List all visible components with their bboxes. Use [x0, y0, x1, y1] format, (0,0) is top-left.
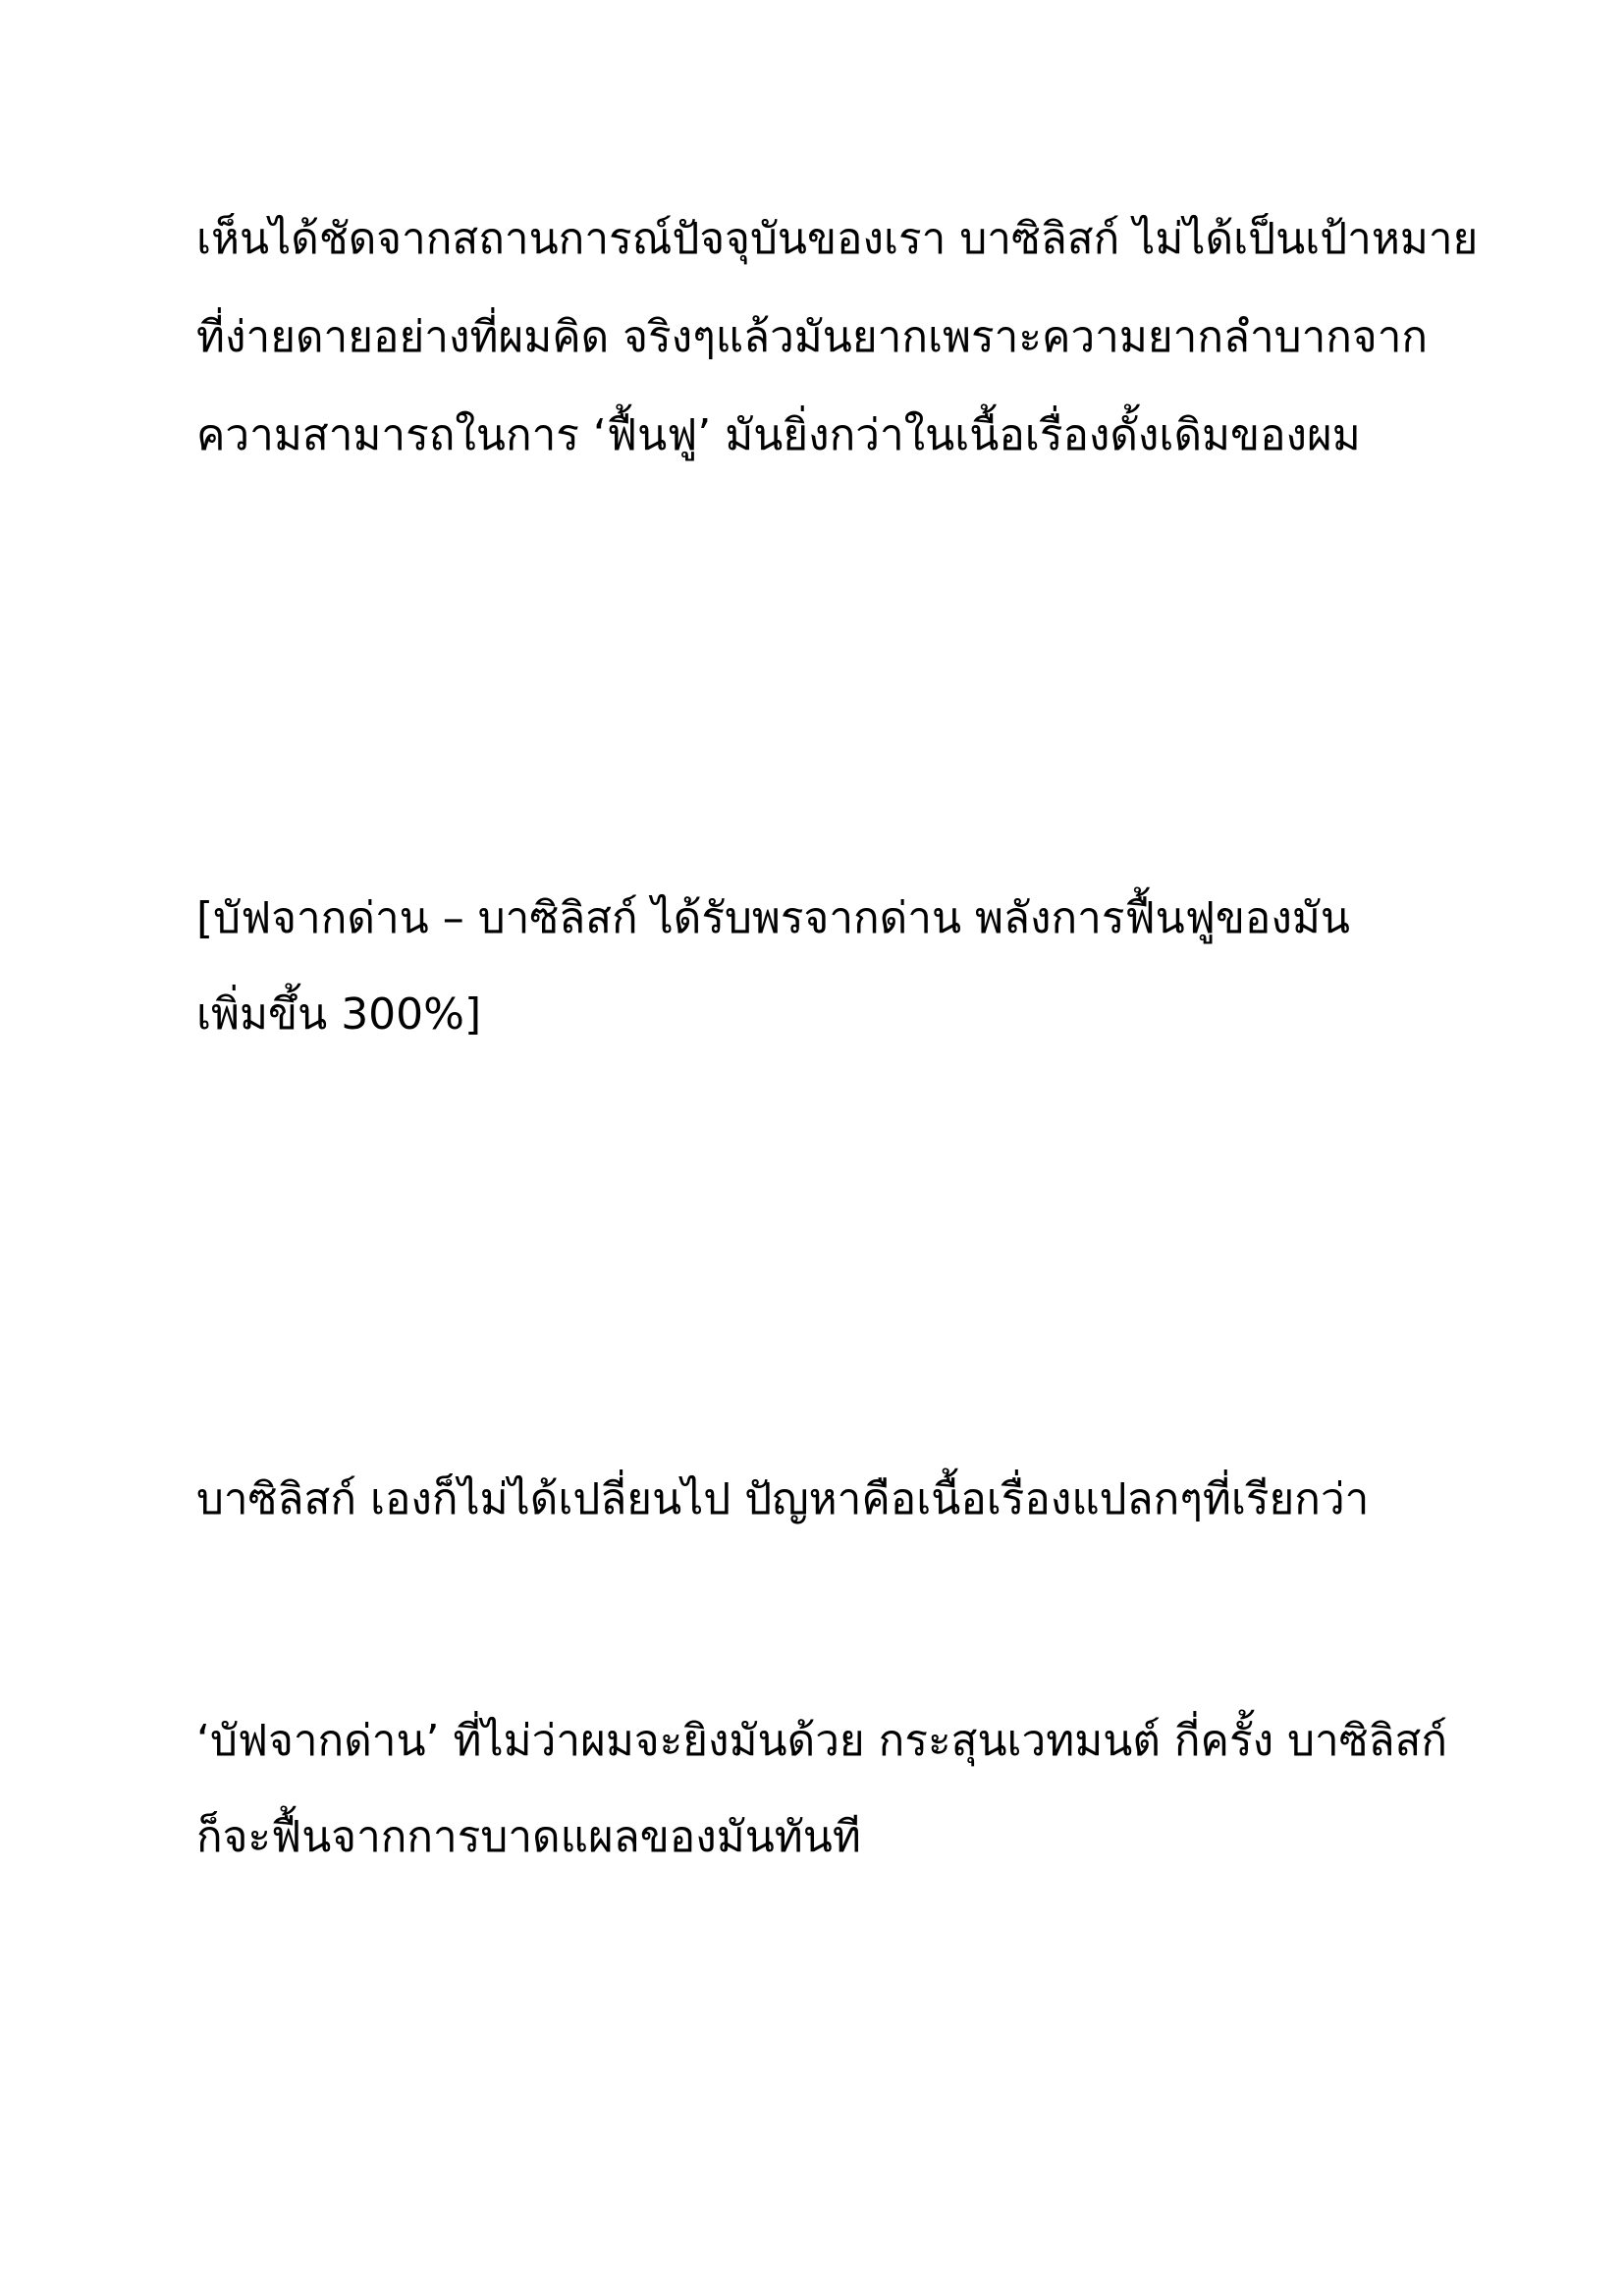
system-message-line-2: เพิ่มขึ้น 300%] [196, 989, 482, 1040]
paragraph-1-line-1: เห็นได้ชัดจากสถานการณ์ปัจจุบันของเรา บาซิลิสก์ ไม่ได้เป็นเป้าหมาย [196, 214, 1479, 264]
paragraph-4-line-2: ก็จะฟื้นจากการบาดแผลของมันทันที [196, 1812, 861, 1862]
paragraph-1-line-3: ความสามารถในการ ‘ฟื้นฟู’ มันยิ่งกว่าในเนื้อเรื่องดั้งเดิมของผม [196, 410, 1361, 460]
paragraph-3-line-1: บาซิลิสก์ เองก็ไม่ได้เปลี่ยนไป ปัญหาคือเนื้อเรื่องแปลกๆที่เรียกว่า [196, 1474, 1370, 1524]
paragraph-4-line-1: ‘บัฟจากด่าน’ ที่ไม่ว่าผมจะยิงมันด้วย กระสุนเวทมนต์ กี่ครั้ง บาซิลิสก์ [196, 1716, 1448, 1766]
paragraph-1-line-2: ที่ง่ายดายอย่างที่ผมคิด จริงๆแล้วมันยากเพราะความยากลำบากจาก [196, 312, 1429, 362]
system-message-line-1: [บัฟจากด่าน – บาซิลิสก์ ได้รับพรจากด่าน พลังการฟื้นฟูของมัน [196, 893, 1350, 943]
